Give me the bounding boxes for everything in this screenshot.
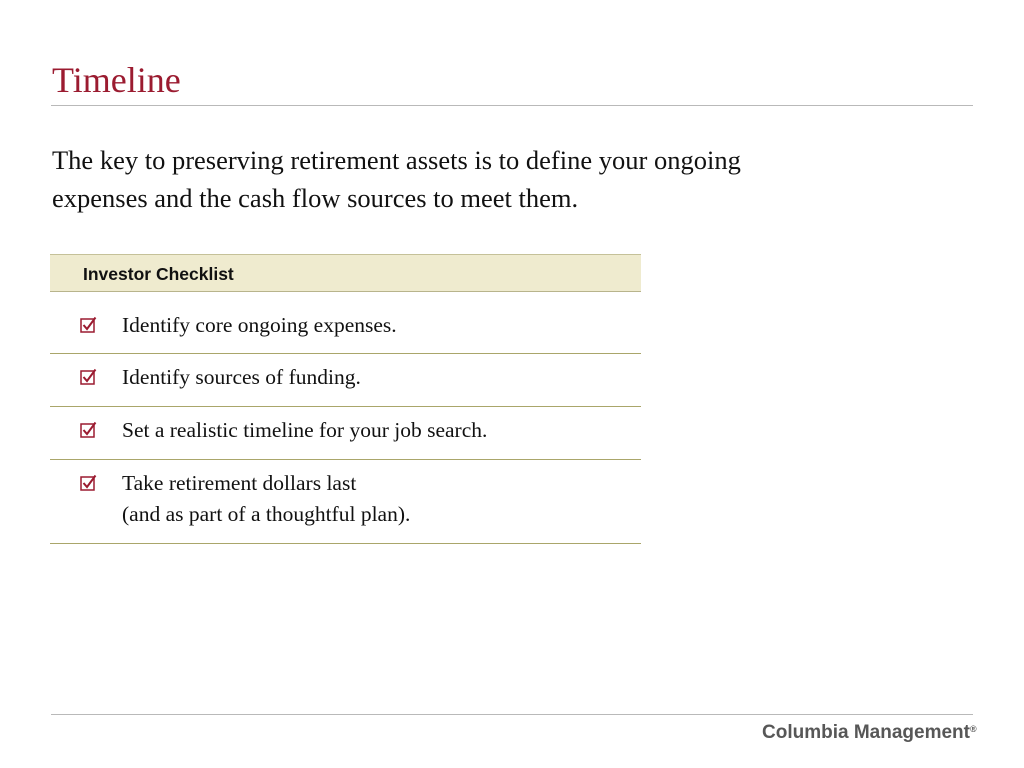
investor-checklist xyxy=(50,254,641,544)
checklist-item-text xyxy=(122,310,397,341)
checklist-item-text xyxy=(122,415,487,446)
logo-text: Columbia Management xyxy=(762,722,970,743)
slide-title: Timeline xyxy=(52,60,181,100)
title-divider xyxy=(51,105,973,106)
checklist-item-line: (and as part of a thoughtful plan). xyxy=(122,502,411,526)
checklist-header xyxy=(50,254,641,292)
checklist-item-text xyxy=(122,468,410,530)
checked-box-icon xyxy=(80,474,97,491)
checked-box-icon xyxy=(80,368,97,385)
checked-box-icon xyxy=(80,316,97,333)
checklist-header-label: Investor Checklist xyxy=(83,264,234,284)
intro-paragraph xyxy=(52,141,932,217)
checked-box-icon xyxy=(80,421,97,438)
checklist-item-line: Identify sources of funding. xyxy=(122,365,361,389)
checklist-item-line: Identify core ongoing expenses. xyxy=(122,313,397,337)
checklist-item-line: Take retirement dollars last xyxy=(122,471,357,495)
checklist-item xyxy=(50,354,641,407)
footer-divider xyxy=(51,714,973,715)
checklist-item xyxy=(50,407,641,460)
intro-line: The key to preserving retirement assets is to define your ongoing xyxy=(52,145,741,175)
checklist-item xyxy=(50,460,641,544)
checklist-item-line: Set a realistic timeline for your job search. xyxy=(122,418,488,442)
columbia-management-logo xyxy=(762,722,977,744)
checklist-item xyxy=(50,292,641,354)
intro-line: expenses and the cash flow sources to meet them. xyxy=(52,183,579,213)
checklist-item-text xyxy=(122,362,361,393)
trademark-symbol: ® xyxy=(969,724,977,734)
